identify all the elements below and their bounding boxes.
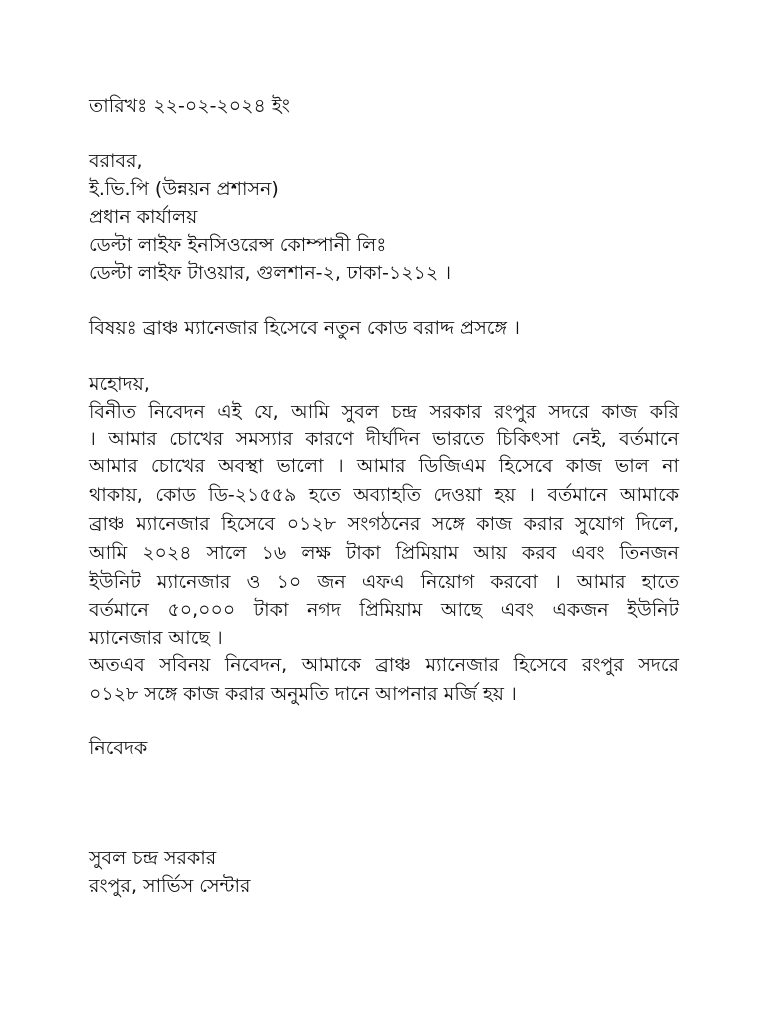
salutation: মহোদয়, xyxy=(89,373,150,395)
body-line: ব্রাঞ্চ ম্যানেজার হিসেবে ০১২৮ সংগঠনের সঙ্গে কাজ করার সুযোগ দিলে, xyxy=(89,513,679,535)
body-line: ইউনিট ম্যানেজার ও ১০ জন এফএ নিয়োগ করবো । আমার হাতে xyxy=(89,571,679,593)
recipient-line: ই.ভি.পি (উন্নয়ন প্রশাসন) xyxy=(89,178,279,200)
body-line: । আমার চোখের সমস্যার কারণে দীর্ঘদিন ভারতে চিকিৎসা নেই, বর্তমানে xyxy=(89,428,679,450)
body-line: আমি ২০২৪ সালে ১৬ লক্ষ টাকা প্রিমিয়াম আয় করব এবং তিনজন xyxy=(89,542,679,564)
recipient-line: বরাবর, xyxy=(89,150,143,172)
recipient-line: ডেল্টা লাইফ টাওয়ার, গুলশান-২, ঢাকা-১২১২ । xyxy=(89,262,452,284)
signature-name: সুবল চন্দ্র সরকার xyxy=(89,847,217,869)
body-line: থাকায়, কোড ডি-২১৫৫৯ হতে অব্যাহতি দেওয়া হয় । বর্তমানে আমাকে xyxy=(89,484,679,506)
body-line: বিনীত নিবেদন এই যে, আমি সুবল চন্দ্র সরকার রংপুর সদরে কাজ করি xyxy=(89,401,679,423)
body-line: অতএব সবিনয় নিবেদন, আমাকে ব্রাঞ্চ ম্যানেজার হিসেবে রংপুর সদরে xyxy=(89,654,679,676)
body-line: ম্যানেজার আছে । xyxy=(89,627,223,649)
recipient-line: প্রধান কার্যালয় xyxy=(89,206,198,228)
signature-location: রংপুর, সার্ভিস সেন্টার xyxy=(89,875,251,897)
body-line: ০১২৮ সঙ্গে কাজ করার অনুমতি দানে আপনার মর্জি হয় । xyxy=(89,683,517,705)
date-line: তারিখঃ ২২-০২-২০২৪ ইং xyxy=(89,95,290,117)
recipient-line: ডেল্টা লাইফ ইনসিওরেন্স কোম্পানী লিঃ xyxy=(89,234,387,256)
subject-line: বিষয়ঃ ব্রাঞ্চ ম্যানেজার হিসেবে নতুন কোড বরাদ্দ প্রসঙ্গে । xyxy=(89,317,520,339)
closing-line: নিবেদক xyxy=(89,737,148,759)
body-line: আমার চোখের অবস্থা ভালো । আমার ডিজিএম হিসেবে কাজ ভাল না xyxy=(89,455,679,477)
body-line: বর্তমানে ৫০,০০০ টাকা নগদ প্রিমিয়াম আছে এবং একজন ইউনিট xyxy=(89,599,679,621)
